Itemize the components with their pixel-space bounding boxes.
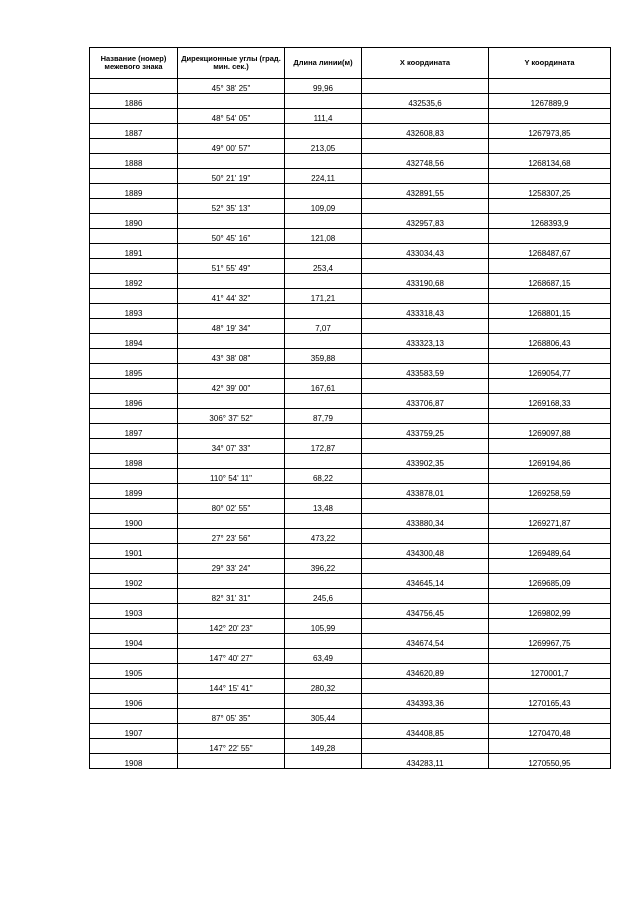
point-x: 434645,14	[362, 574, 489, 589]
point-row	[90, 754, 611, 769]
point-y: 1268134,68	[489, 154, 611, 169]
segment-x-cell	[362, 79, 489, 94]
segment-y-cell	[489, 709, 611, 724]
point-y: 1267889,9	[489, 94, 611, 109]
segment-length: 13,48	[285, 499, 362, 514]
segment-x-cell	[362, 319, 489, 334]
point-y: 1268687,15	[489, 274, 611, 289]
segment-angle: 34° 07' 33"	[178, 439, 285, 454]
point-length-cell	[285, 274, 362, 289]
point-row	[90, 214, 611, 229]
segment-length: 396,22	[285, 559, 362, 574]
point-x: 434674,54	[362, 634, 489, 649]
segment-angle: 82° 31' 31"	[178, 589, 285, 604]
point-row	[90, 424, 611, 439]
header-angles: Дирекционные углы (град. мин. сек.)	[178, 48, 285, 79]
segment-length: 213,05	[285, 139, 362, 154]
point-row	[90, 304, 611, 319]
point-angle-cell	[178, 94, 285, 109]
segment-y-cell	[489, 499, 611, 514]
segment-row	[90, 739, 611, 754]
segment-length: 99,96	[285, 79, 362, 94]
segment-name-cell	[90, 529, 178, 544]
point-row	[90, 184, 611, 199]
segment-angle: 144° 15' 41"	[178, 679, 285, 694]
point-angle-cell	[178, 394, 285, 409]
segment-angle: 42° 39' 00"	[178, 379, 285, 394]
segment-name-cell	[90, 589, 178, 604]
segment-name-cell	[90, 499, 178, 514]
point-y: 1268801,15	[489, 304, 611, 319]
point-x: 434756,45	[362, 604, 489, 619]
header-x: X координата	[362, 48, 489, 79]
segment-name-cell	[90, 109, 178, 124]
point-name: 1891	[90, 244, 178, 259]
segment-x-cell	[362, 199, 489, 214]
point-x: 432891,55	[362, 184, 489, 199]
point-x: 433318,43	[362, 304, 489, 319]
point-row	[90, 634, 611, 649]
point-length-cell	[285, 94, 362, 109]
point-angle-cell	[178, 244, 285, 259]
segment-name-cell	[90, 559, 178, 574]
segment-length: 253,4	[285, 259, 362, 274]
segment-angle: 43° 38' 08"	[178, 349, 285, 364]
point-x: 433706,87	[362, 394, 489, 409]
point-angle-cell	[178, 214, 285, 229]
segment-length: 305,44	[285, 709, 362, 724]
segment-length: 109,09	[285, 199, 362, 214]
point-row	[90, 604, 611, 619]
point-x: 433878,01	[362, 484, 489, 499]
segment-name-cell	[90, 319, 178, 334]
point-name: 1896	[90, 394, 178, 409]
point-y: 1269967,75	[489, 634, 611, 649]
point-length-cell	[285, 634, 362, 649]
point-length-cell	[285, 304, 362, 319]
point-angle-cell	[178, 124, 285, 139]
segment-y-cell	[489, 139, 611, 154]
segment-row	[90, 559, 611, 574]
point-name: 1904	[90, 634, 178, 649]
point-y: 1270550,95	[489, 754, 611, 769]
segment-row	[90, 379, 611, 394]
point-angle-cell	[178, 724, 285, 739]
point-y: 1269802,99	[489, 604, 611, 619]
point-length-cell	[285, 574, 362, 589]
segment-row	[90, 439, 611, 454]
point-angle-cell	[178, 574, 285, 589]
point-x: 432748,56	[362, 154, 489, 169]
point-x: 433902,35	[362, 454, 489, 469]
point-name: 1890	[90, 214, 178, 229]
point-length-cell	[285, 244, 362, 259]
segment-x-cell	[362, 619, 489, 634]
point-y: 1269168,33	[489, 394, 611, 409]
segment-angle: 50° 21' 19"	[178, 169, 285, 184]
segment-y-cell	[489, 619, 611, 634]
point-length-cell	[285, 664, 362, 679]
segment-name-cell	[90, 139, 178, 154]
segment-y-cell	[489, 319, 611, 334]
segment-row	[90, 109, 611, 124]
header-name: Название (номер) межевого знака	[90, 48, 178, 79]
segment-angle: 87° 05' 35"	[178, 709, 285, 724]
point-x: 432608,83	[362, 124, 489, 139]
point-angle-cell	[178, 634, 285, 649]
segment-y-cell	[489, 289, 611, 304]
point-row	[90, 484, 611, 499]
segment-length: 473,22	[285, 529, 362, 544]
segment-x-cell	[362, 229, 489, 244]
point-name: 1897	[90, 424, 178, 439]
point-angle-cell	[178, 364, 285, 379]
segment-name-cell	[90, 439, 178, 454]
point-name: 1894	[90, 334, 178, 349]
segment-x-cell	[362, 529, 489, 544]
segment-length: 7,07	[285, 319, 362, 334]
point-length-cell	[285, 724, 362, 739]
point-name: 1905	[90, 664, 178, 679]
segment-angle: 306° 37' 52"	[178, 409, 285, 424]
segment-length: 149,28	[285, 739, 362, 754]
segment-name-cell	[90, 199, 178, 214]
point-row	[90, 244, 611, 259]
segment-x-cell	[362, 379, 489, 394]
segment-row	[90, 289, 611, 304]
point-y: 1269271,87	[489, 514, 611, 529]
boundary-coordinates-table	[89, 47, 611, 769]
point-y: 1268806,43	[489, 334, 611, 349]
point-name: 1906	[90, 694, 178, 709]
point-angle-cell	[178, 694, 285, 709]
point-name: 1901	[90, 544, 178, 559]
point-y: 1267973,85	[489, 124, 611, 139]
segment-y-cell	[489, 349, 611, 364]
point-row	[90, 274, 611, 289]
segment-angle: 41° 44' 32"	[178, 289, 285, 304]
segment-length: 359,88	[285, 349, 362, 364]
segment-angle: 110° 54' 11"	[178, 469, 285, 484]
segment-name-cell	[90, 379, 178, 394]
point-length-cell	[285, 544, 362, 559]
segment-name-cell	[90, 409, 178, 424]
point-x: 433323,13	[362, 334, 489, 349]
header-y: Y координата	[489, 48, 611, 79]
point-y: 1268487,67	[489, 244, 611, 259]
point-row	[90, 574, 611, 589]
segment-x-cell	[362, 559, 489, 574]
point-length-cell	[285, 184, 362, 199]
segment-x-cell	[362, 439, 489, 454]
segment-x-cell	[362, 649, 489, 664]
segment-angle: 45° 38' 25"	[178, 79, 285, 94]
segment-y-cell	[489, 439, 611, 454]
segment-name-cell	[90, 739, 178, 754]
point-x: 433190,68	[362, 274, 489, 289]
point-length-cell	[285, 454, 362, 469]
segment-row	[90, 349, 611, 364]
point-row	[90, 664, 611, 679]
point-name: 1889	[90, 184, 178, 199]
segment-x-cell	[362, 259, 489, 274]
point-angle-cell	[178, 754, 285, 769]
segment-length: 171,21	[285, 289, 362, 304]
point-y: 1269194,86	[489, 454, 611, 469]
segment-row	[90, 259, 611, 274]
point-x: 434283,11	[362, 754, 489, 769]
segment-angle: 48° 19' 34"	[178, 319, 285, 334]
segment-row	[90, 169, 611, 184]
point-angle-cell	[178, 514, 285, 529]
segment-length: 245,6	[285, 589, 362, 604]
segment-y-cell	[489, 409, 611, 424]
segment-name-cell	[90, 289, 178, 304]
segment-x-cell	[362, 469, 489, 484]
point-y: 1270001,7	[489, 664, 611, 679]
segment-angle: 49° 00' 57"	[178, 139, 285, 154]
segment-angle: 48° 54' 05"	[178, 109, 285, 124]
point-angle-cell	[178, 544, 285, 559]
segment-length: 63,49	[285, 649, 362, 664]
point-x: 433759,25	[362, 424, 489, 439]
point-length-cell	[285, 604, 362, 619]
segment-x-cell	[362, 589, 489, 604]
point-angle-cell	[178, 424, 285, 439]
segment-x-cell	[362, 109, 489, 124]
point-length-cell	[285, 484, 362, 499]
point-name: 1887	[90, 124, 178, 139]
point-row	[90, 724, 611, 739]
point-angle-cell	[178, 604, 285, 619]
point-name: 1903	[90, 604, 178, 619]
segment-x-cell	[362, 739, 489, 754]
point-y: 1270165,43	[489, 694, 611, 709]
segment-angle: 147° 22' 55"	[178, 739, 285, 754]
header-length: Длина линии(м)	[285, 48, 362, 79]
segment-row	[90, 649, 611, 664]
segment-y-cell	[489, 259, 611, 274]
segment-x-cell	[362, 679, 489, 694]
point-x: 434620,89	[362, 664, 489, 679]
segment-y-cell	[489, 169, 611, 184]
point-name: 1888	[90, 154, 178, 169]
segment-angle: 27° 23' 56"	[178, 529, 285, 544]
point-x: 434393,36	[362, 694, 489, 709]
segment-row	[90, 319, 611, 334]
segment-row	[90, 199, 611, 214]
point-y: 1269097,88	[489, 424, 611, 439]
segment-row	[90, 409, 611, 424]
segment-angle: 80° 02' 55"	[178, 499, 285, 514]
point-y: 1268393,9	[489, 214, 611, 229]
segment-name-cell	[90, 469, 178, 484]
point-x: 434408,85	[362, 724, 489, 739]
segment-x-cell	[362, 409, 489, 424]
segment-angle: 50° 45' 16"	[178, 229, 285, 244]
segment-length: 280,32	[285, 679, 362, 694]
segment-y-cell	[489, 649, 611, 664]
point-angle-cell	[178, 304, 285, 319]
point-length-cell	[285, 694, 362, 709]
segment-y-cell	[489, 109, 611, 124]
point-length-cell	[285, 334, 362, 349]
segment-angle: 29° 33' 24"	[178, 559, 285, 574]
point-angle-cell	[178, 454, 285, 469]
point-y: 1269054,77	[489, 364, 611, 379]
point-length-cell	[285, 364, 362, 379]
segment-length: 87,79	[285, 409, 362, 424]
point-angle-cell	[178, 184, 285, 199]
segment-angle: 142° 20' 23"	[178, 619, 285, 634]
point-y: 1269489,64	[489, 544, 611, 559]
point-row	[90, 544, 611, 559]
segment-y-cell	[489, 679, 611, 694]
point-name: 1902	[90, 574, 178, 589]
segment-length: 121,08	[285, 229, 362, 244]
point-name: 1895	[90, 364, 178, 379]
point-angle-cell	[178, 154, 285, 169]
point-x: 433034,43	[362, 244, 489, 259]
point-x: 434300,48	[362, 544, 489, 559]
point-name: 1893	[90, 304, 178, 319]
segment-y-cell	[489, 529, 611, 544]
segment-y-cell	[489, 199, 611, 214]
segment-length: 224,11	[285, 169, 362, 184]
segment-length: 172,87	[285, 439, 362, 454]
point-name: 1898	[90, 454, 178, 469]
segment-y-cell	[489, 559, 611, 574]
segment-y-cell	[489, 379, 611, 394]
segment-name-cell	[90, 709, 178, 724]
point-angle-cell	[178, 334, 285, 349]
point-length-cell	[285, 424, 362, 439]
segment-y-cell	[489, 469, 611, 484]
segment-x-cell	[362, 289, 489, 304]
point-row	[90, 94, 611, 109]
segment-name-cell	[90, 349, 178, 364]
segment-name-cell	[90, 79, 178, 94]
point-row	[90, 124, 611, 139]
segment-name-cell	[90, 229, 178, 244]
segment-x-cell	[362, 709, 489, 724]
point-name: 1886	[90, 94, 178, 109]
point-y: 1270470,48	[489, 724, 611, 739]
segment-row	[90, 589, 611, 604]
segment-row	[90, 79, 611, 94]
point-angle-cell	[178, 484, 285, 499]
segment-row	[90, 469, 611, 484]
point-name: 1900	[90, 514, 178, 529]
point-length-cell	[285, 394, 362, 409]
segment-angle: 51° 55' 49"	[178, 259, 285, 274]
segment-y-cell	[489, 589, 611, 604]
point-name: 1908	[90, 754, 178, 769]
point-row	[90, 694, 611, 709]
point-length-cell	[285, 154, 362, 169]
segment-name-cell	[90, 649, 178, 664]
point-angle-cell	[178, 274, 285, 289]
segment-x-cell	[362, 139, 489, 154]
segment-name-cell	[90, 259, 178, 274]
point-x: 432957,83	[362, 214, 489, 229]
segment-row	[90, 679, 611, 694]
point-x: 433583,59	[362, 364, 489, 379]
point-x: 433880,34	[362, 514, 489, 529]
point-length-cell	[285, 214, 362, 229]
segment-row	[90, 529, 611, 544]
segment-row	[90, 139, 611, 154]
segment-x-cell	[362, 349, 489, 364]
segment-x-cell	[362, 169, 489, 184]
segment-row	[90, 709, 611, 724]
point-row	[90, 454, 611, 469]
point-length-cell	[285, 754, 362, 769]
segment-name-cell	[90, 619, 178, 634]
segment-length: 105,99	[285, 619, 362, 634]
point-name: 1899	[90, 484, 178, 499]
point-name: 1892	[90, 274, 178, 289]
segment-y-cell	[489, 229, 611, 244]
point-row	[90, 514, 611, 529]
segment-length: 167,61	[285, 379, 362, 394]
point-y: 1258307,25	[489, 184, 611, 199]
segment-name-cell	[90, 679, 178, 694]
segment-row	[90, 619, 611, 634]
segment-length: 68,22	[285, 469, 362, 484]
segment-y-cell	[489, 739, 611, 754]
segment-x-cell	[362, 499, 489, 514]
segment-length: 111,4	[285, 109, 362, 124]
segment-angle: 147° 40' 27"	[178, 649, 285, 664]
point-y: 1269258,59	[489, 484, 611, 499]
point-length-cell	[285, 124, 362, 139]
segment-row	[90, 499, 611, 514]
point-row	[90, 154, 611, 169]
point-angle-cell	[178, 664, 285, 679]
segment-row	[90, 229, 611, 244]
segment-y-cell	[489, 79, 611, 94]
point-y: 1269685,09	[489, 574, 611, 589]
point-length-cell	[285, 514, 362, 529]
point-row	[90, 334, 611, 349]
point-row	[90, 364, 611, 379]
point-row	[90, 394, 611, 409]
point-x: 432535,6	[362, 94, 489, 109]
segment-angle: 52° 35' 13"	[178, 199, 285, 214]
header-row	[90, 48, 611, 79]
segment-name-cell	[90, 169, 178, 184]
point-name: 1907	[90, 724, 178, 739]
